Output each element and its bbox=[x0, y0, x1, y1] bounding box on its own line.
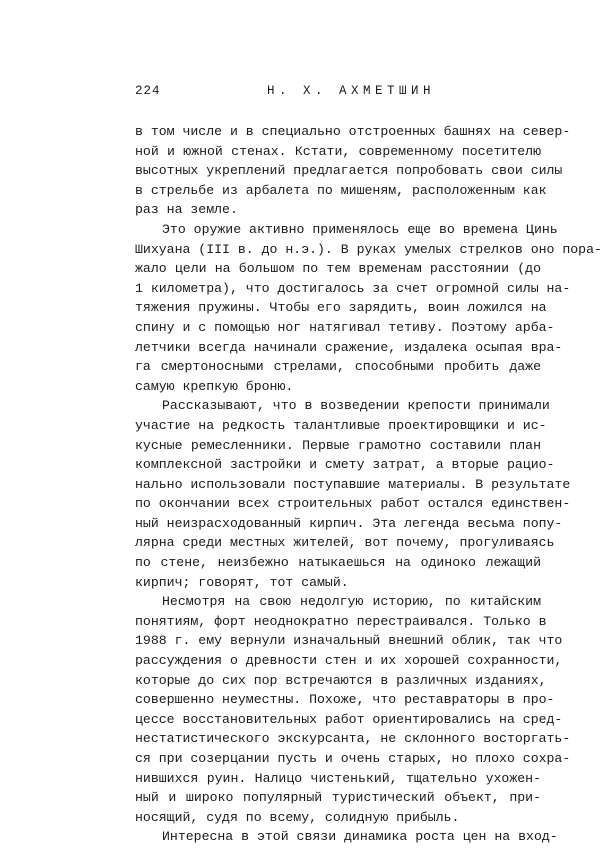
text-line: которые до сих пор встречаются в различных изданиях, bbox=[135, 672, 547, 688]
text-line: комплексной застройки и смету затрат, а вторые рацио- bbox=[135, 457, 555, 473]
text-line: нестатистического экскурсанта, не склонного восторгать- bbox=[135, 731, 571, 747]
text-line: по окончании всех строительных работ остался единствен- bbox=[135, 496, 571, 512]
text-line: рассуждения о древности стен и их хорошей сохранности, bbox=[135, 653, 563, 669]
text-line: Интересна в этой связи динамика роста цен на вход- bbox=[162, 829, 558, 845]
text-line: Шихуана (III в. до н.э.). В руках умелых стрелков оно пора- bbox=[135, 241, 602, 257]
text-line: Это оружие активно применялось еще во времена Цинь bbox=[162, 221, 558, 237]
text-line: высотных укреплений предлагается попробовать свои силы bbox=[135, 163, 563, 179]
text-line: носящий, судя по всему, солидную прибыль. bbox=[135, 809, 460, 825]
text-line: нально использовали поступавшие материалы. В результате bbox=[135, 476, 571, 492]
text-line: ся при созерцании пусть и очень старых, но плохо сохра- bbox=[135, 751, 571, 766]
text-line: кусные ремесленники. Первые грамотно составили план bbox=[135, 437, 541, 453]
running-title: Н. Х. АХМЕТШИН bbox=[267, 84, 436, 98]
text-line: цессе восстановительных работ ориентировались на сред- bbox=[135, 711, 563, 727]
text-line: совершенно неуместны. Похоже, что реставраторы в про- bbox=[135, 692, 555, 708]
text-line: тяжения пружины. Чтобы его зарядить, воин ложился на bbox=[135, 300, 547, 316]
text-line: в стрельбе из арбалета по мишеням, расположенным как bbox=[135, 182, 547, 198]
text-line: Несмотря на свою недолгую историю, по китайским bbox=[162, 594, 541, 610]
text-line: участие на редкость талантливые проектировщики и ис- bbox=[135, 417, 547, 433]
text-line: ной и южной стенах. Кстати, современному посетителю bbox=[135, 143, 541, 159]
text-line: кирпич; говорят, тот самый. bbox=[135, 574, 349, 590]
text-line: га смертоносными стрелами, способными пробить даже bbox=[135, 359, 541, 375]
text-line: ный неизрасходованный кирпич. Эта легенда весьма попу- bbox=[135, 515, 563, 531]
text-line: самую крепкую броню. bbox=[135, 378, 294, 394]
text-line: Рассказывают, что в возведении крепости принимали bbox=[162, 398, 550, 414]
text-line: спину и с помощью ног натягивал тетиву. Поэтому арба- bbox=[135, 319, 555, 335]
text-line: раз на земле. bbox=[135, 202, 238, 218]
text-line: ный и широко популярный туристический объект, при- bbox=[135, 790, 541, 806]
text-line: жало цели на большом по тем временам расстоянии (до bbox=[135, 261, 541, 277]
text-line: нившихся руин. Налицо чистенький, тщательно ухожен- bbox=[135, 770, 541, 786]
book-page bbox=[135, 84, 602, 847]
text-line: лярна среди местных жителей, вот почему, прогуливаясь bbox=[135, 535, 555, 551]
text-line: 1 километра), что достигалось за счет огромной силы на- bbox=[135, 280, 571, 296]
text-line: понятиям, форт неоднократно перестраивался. Только в bbox=[135, 613, 547, 629]
text-line: в том числе и в специально отстроенных башнях на север- bbox=[135, 124, 571, 139]
text-line: 1988 г. ему вернули изначальный внешний облик, так что bbox=[135, 633, 563, 649]
running-head bbox=[135, 84, 541, 102]
text-line: по стене, неизбежно натыкаешься на одиноко лежащий bbox=[135, 555, 541, 571]
text-line: летчики всегда начинали сражение, издалека осыпая вра- bbox=[135, 339, 563, 355]
page-number: 224 bbox=[135, 84, 161, 98]
body-text bbox=[135, 122, 602, 847]
